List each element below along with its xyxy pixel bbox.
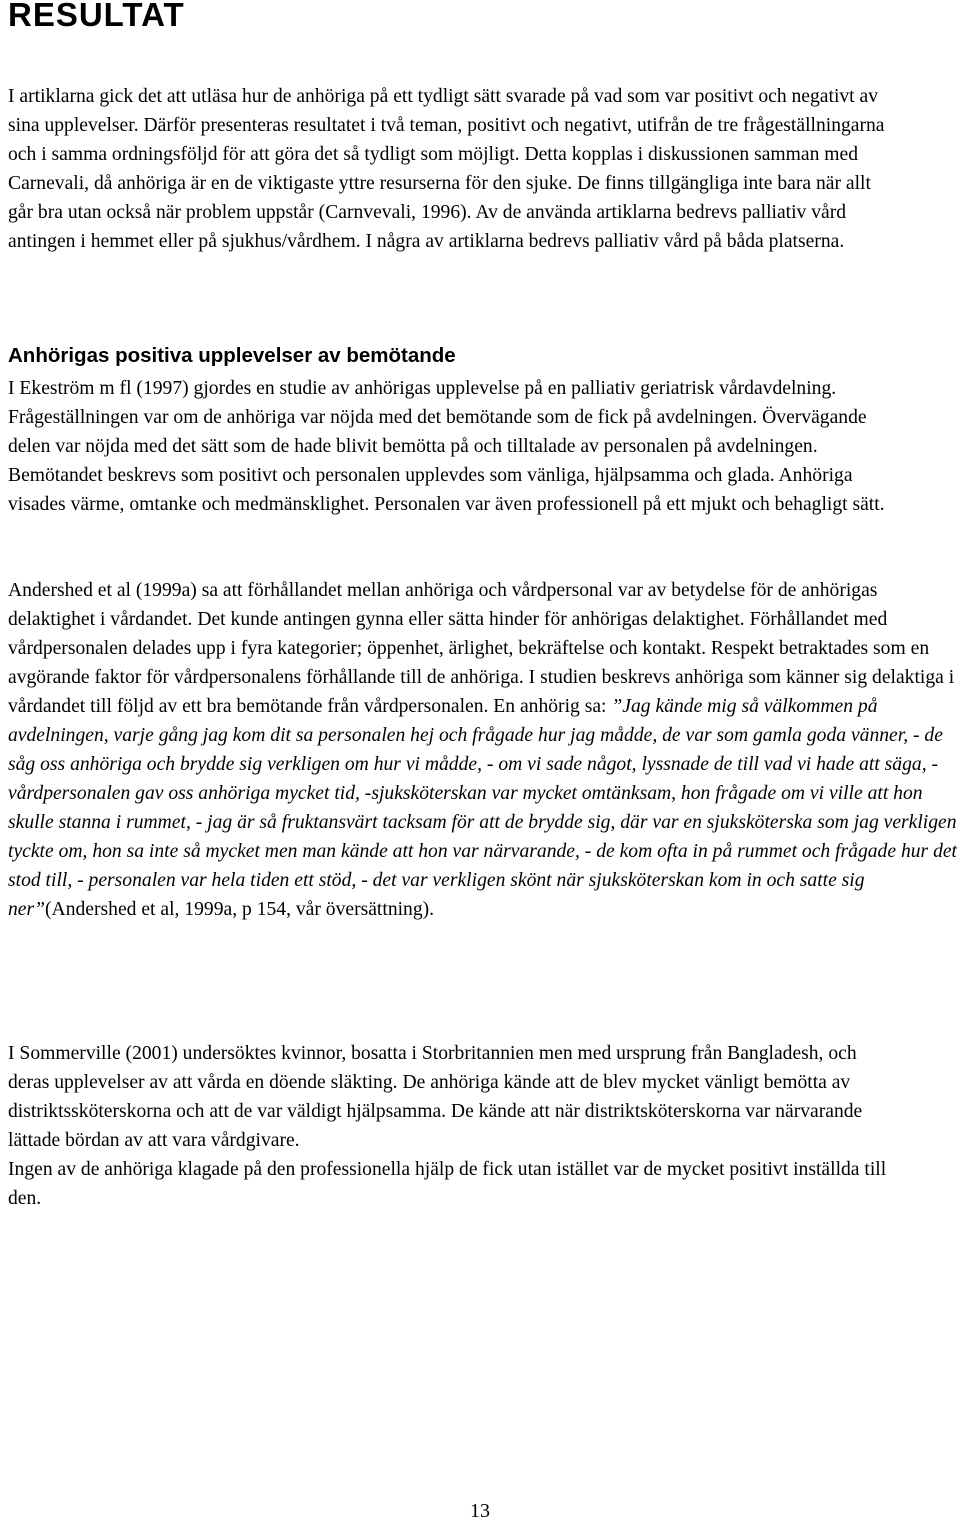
paragraph-andershed-text: Andershed et al (1999a) sa att förhållandet mellan anhöriga och vårdpersonal var av betydelse för de anhörigas delaktighet i vårdandet. Det kunde antingen gynna eller sätta hinder för anhörigas delaktighet. Förhållandet med vårdpersonalen delades upp i fyra kategorier; öppenhet, ärlighet, bekräftelse och kontakt. Respekt betraktades som en avgörande faktor för vårdpersonalens förhållande till de anhöriga. I studien beskrevs anhöriga som känner sig delaktiga i vårdandet till följd av ett bra bemötande från vårdpersonalen. En anhörig sa:: [8, 580, 955, 717]
paragraph-ekestrom: [8, 374, 908, 519]
paragraph-ekestrom-text: I Ekeström m fl (1997) gjordes en studie av anhörigas upplevelse på en palliativ geriatrisk vårdavdelning. Frågeställningen var om de anhöriga var nöjda med det bemötande som de fick på avdelningen. Övervägande delen var nöjda med det sätt som de hade blivit bemötta på och tilltalade av personalen på avdelningen. Bemötandet beskrevs som positivt och personalen upplevdes som vänliga, hjälpsamma och glada. Anhöriga visades värme, omtanke och medmänsklighet. Personalen var även professionell på ett mjukt och behagligt sätt.: [8, 378, 885, 515]
relative-quote: ”Jag kände mig så välkommen på avdelningen, varje gång jag kom dit sa personalen hej och frågade hur jag mådde, de var som gamla goda vänner, - de såg oss anhöriga och brydde sig verkligen om hur vi mådde, - om vi sade något, lyssnade de till vad vi hade att säga, - vårdpersonalen gav oss anhöriga mycket tid, -sjuksköterskan var mycket omtänksam, hon frågade om vi ville att hon skulle stanna i rummet, - jag är så fruktansvärt tacksam för att de brydde sig, där var en sjuksköterska som jag verkligen tyckte om, hon sa inte så mycket men man kände att hon var närvarande, - de kom ofta in på rummet och frågade hur det stod till, - personalen var hela tiden ett stöd, - det var verkligen skönt när sjuksköterskan kom in och satte sig ner”: [8, 696, 958, 920]
paragraph-sommerville-text-2: Ingen av de anhöriga klagade på den professionella hjälp de fick utan istället var de mycket positivt inställda till den.: [8, 1159, 887, 1209]
section-heading: Anhörigas positiva upplevelser av bemötande: [8, 344, 456, 367]
page-heading: RESULTAT: [8, 0, 185, 33]
paragraph-sommerville-text: I Sommerville (2001) undersöktes kvinnor, bosatta i Storbritannien men med ursprung från Bangladesh, och deras upplevelser av att vårda en döende släkting. De anhöriga kände att de blev mycket vänligt bemötta av distriktssköterskorna och att de var väldigt hjälpsamma. De kände att när distriktsköterskorna var närvarande lättade bördan av att vara vårdgivare.: [8, 1043, 863, 1151]
intro-paragraph: [8, 82, 898, 256]
paragraph-andershed: [8, 576, 958, 924]
quote-citation: (Andershed et al, 1999a, p 154, vår översättning).: [45, 899, 435, 920]
paragraph-sommerville: [8, 1039, 898, 1213]
page-number: 13: [470, 1500, 490, 1522]
intro-text: I artiklarna gick det att utläsa hur de anhöriga på ett tydligt sätt svarade på vad som var positivt och negativt av sina upplevelser. Därför presenteras resultatet i två teman, positivt och negativt, utifrån de tre frågeställningarna och i samma ordningsföljd för att göra det så tydligt som möjligt. Detta kopplas i diskussionen samman med Carnevali, då anhöriga är en de viktigaste yttre resurserna för den sjuke. De finns tillgängliga inte bara när allt går bra utan också när problem uppstår (Carnvevali, 1996). Av de använda artiklarna bedrevs palliativ vård antingen i hemmet eller på sjukhus/vårdhem. I några av artiklarna bedrevs palliativ vård på båda platserna.: [8, 86, 885, 252]
